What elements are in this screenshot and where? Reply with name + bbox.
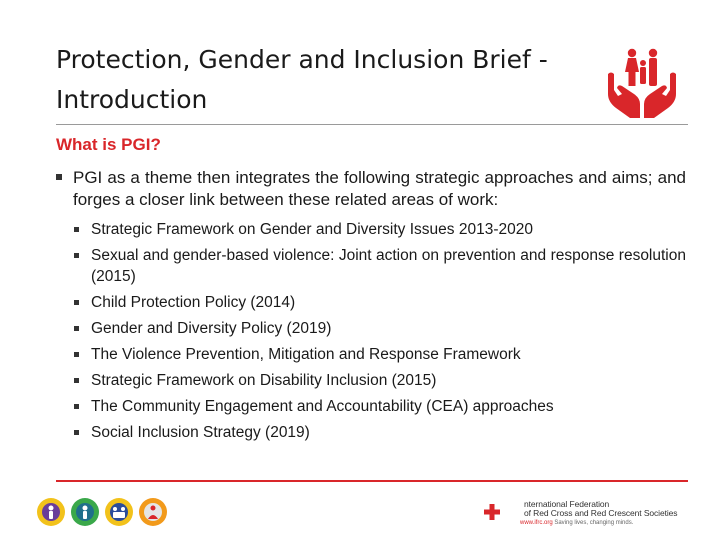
ifrc-logo: [484, 500, 684, 530]
list-item-text: The Violence Prevention, Mitigation and Response Framework: [91, 346, 521, 363]
inclusion-logo-icon: [104, 497, 134, 527]
list-item-text: Sexual and gender-based violence: Joint action on prevention and response resolution (2015): [91, 247, 686, 285]
ifrc-url: www.ifrc.org: [520, 520, 553, 526]
bullet-marker: [74, 253, 79, 258]
red-cross-icon: [484, 504, 500, 520]
list-item: [73, 219, 686, 240]
list-item-text: Strategic Framework on Disability Inclusion (2015): [91, 372, 437, 389]
title-divider: [56, 124, 688, 125]
list-item-text: Strategic Framework on Gender and Diversity Issues 2013-2020: [91, 221, 533, 238]
list-item: [73, 245, 686, 287]
list-item-text: The Community Engagement and Accountability (CEA) approaches: [91, 398, 554, 415]
ifrc-name-line-2: of Red Cross and Red Crescent Societies: [524, 508, 678, 518]
bullet-marker: [74, 300, 79, 305]
content-body: [56, 167, 686, 448]
intro-text: PGI as a theme then integrates the following strategic approaches and aims; and forges a closer link between these related areas of work:: [73, 168, 686, 209]
title-line-2: Introduction: [56, 85, 208, 114]
bullet-marker: [74, 378, 79, 383]
list-item-text: Social Inclusion Strategy (2019): [91, 424, 310, 441]
footer-divider: [56, 480, 688, 482]
bullet-marker: [74, 352, 79, 357]
list-item: [73, 422, 686, 443]
bullet-marker: [74, 227, 79, 232]
hands-family-icon: [604, 44, 680, 120]
list-item: [73, 344, 686, 365]
list-item: [73, 318, 686, 339]
gender-logo-icon: [36, 497, 66, 527]
ifrc-tagline: [520, 520, 633, 526]
ifrc-slogan: Saving lives, changing minds.: [554, 520, 634, 526]
bullet-marker: [74, 430, 79, 435]
bullet-marker: [74, 326, 79, 331]
slide-title: [56, 40, 596, 120]
ifrc-name: [524, 500, 677, 518]
approaches-list: [73, 219, 686, 443]
bullet-marker: [56, 174, 62, 180]
section-heading: What is PGI?: [56, 135, 161, 154]
list-item: [73, 396, 686, 417]
diversity-logo-icon: [70, 497, 100, 527]
red-crescent-icon: [503, 503, 519, 521]
list-item: [73, 370, 686, 391]
bullet-marker: [74, 404, 79, 409]
protection-logo-icon: [138, 497, 168, 527]
list-item: [73, 292, 686, 313]
intro-bullet: [56, 167, 686, 211]
list-item-text: Gender and Diversity Policy (2019): [91, 320, 332, 337]
title-line-1: Protection, Gender and Inclusion Brief -: [56, 45, 548, 74]
list-item-text: Child Protection Policy (2014): [91, 294, 296, 311]
ifrc-name-line-1: nternational Federation: [524, 499, 610, 509]
